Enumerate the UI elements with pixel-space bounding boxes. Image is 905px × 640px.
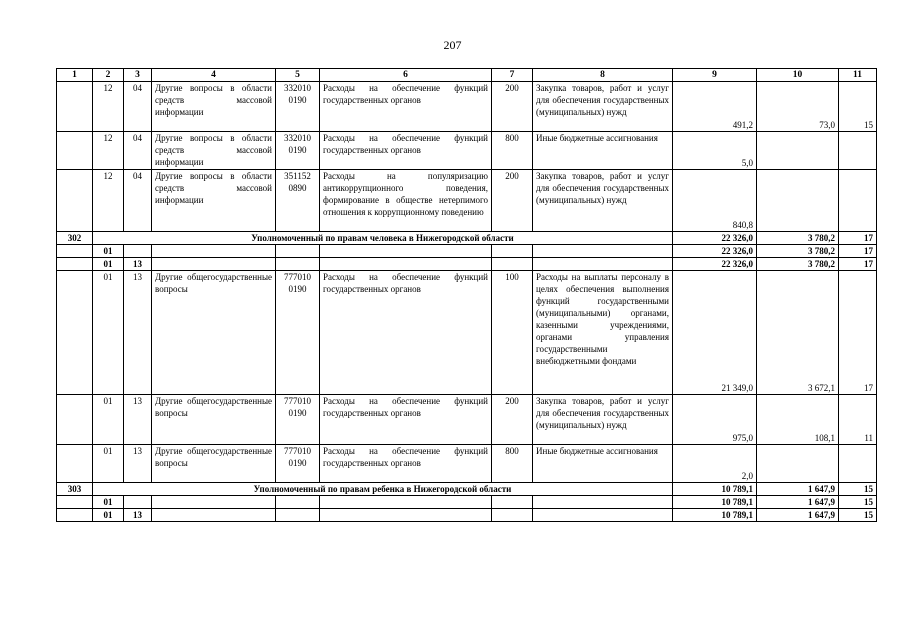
header-cell: 5 (276, 69, 320, 82)
section-cell: 01 (93, 258, 124, 271)
section-total-row (57, 245, 877, 258)
expense-type-code: 800 (492, 445, 533, 483)
subsection-name: Другие общегосударственные вопросы (152, 395, 276, 445)
expense-type-code: 200 (492, 82, 533, 132)
amount-plan: 2,0 (673, 445, 757, 483)
amount-plan: 10 789,1 (673, 509, 757, 522)
subsection-cell: 13 (124, 395, 152, 445)
amount-fact: 1 647,9 (757, 509, 839, 522)
subsection-name: Другие вопросы в области средств массовой информации (152, 82, 276, 132)
amount-plan: 10 789,1 (673, 483, 757, 496)
header-cell: 11 (839, 69, 877, 82)
amount-fact: 1 647,9 (757, 483, 839, 496)
expense-type-name: Закупка товаров, работ и услуг для обеспечения государственных (муниципальных) нужд (533, 170, 673, 232)
table-row (57, 132, 877, 170)
expense-type-name: Иные бюджетные ассигнования (533, 445, 673, 483)
section-cell: 01 (93, 395, 124, 445)
target-name: Расходы на обеспечение функций государственных органов (320, 445, 492, 483)
percent-cell: 17 (839, 245, 877, 258)
subsection-cell: 13 (124, 445, 152, 483)
header-cell: 10 (757, 69, 839, 82)
header-row (57, 69, 877, 82)
subsection-name: Другие вопросы в области средств массовой информации (152, 132, 276, 170)
percent-cell: 15 (839, 496, 877, 509)
amount-fact (757, 445, 839, 483)
percent-cell: 15 (839, 483, 877, 496)
table-row (57, 82, 877, 132)
table-row (57, 271, 877, 395)
subsection-cell: 04 (124, 170, 152, 232)
section-cell: 01 (93, 245, 124, 258)
expense-type-name: Закупка товаров, работ и услуг для обеспечения государственных (муниципальных) нужд (533, 395, 673, 445)
org-title: Уполномоченный по правам ребенка в Нижегородской области (93, 483, 673, 496)
subsection-cell: 13 (124, 509, 152, 522)
target-name: Расходы на обеспечение функций государственных органов (320, 132, 492, 170)
page-number: 207 (443, 38, 462, 52)
header-cell: 8 (533, 69, 673, 82)
org-code: 302 (57, 232, 93, 245)
percent-cell: 17 (839, 271, 877, 395)
amount-fact: 3 672,1 (757, 271, 839, 395)
header-cell: 2 (93, 69, 124, 82)
percent-cell: 15 (839, 82, 877, 132)
header-cell: 9 (673, 69, 757, 82)
amount-fact (757, 170, 839, 232)
org-code: 303 (57, 483, 93, 496)
amount-fact: 3 780,2 (757, 232, 839, 245)
subsection-cell: 04 (124, 132, 152, 170)
amount-fact (757, 132, 839, 170)
section-cell: 01 (93, 271, 124, 395)
amount-plan: 975,0 (673, 395, 757, 445)
subsection-name: Другие общегосударственные вопросы (152, 445, 276, 483)
target-code: 777010 0190 (276, 395, 320, 445)
expense-type-code: 200 (492, 170, 533, 232)
expense-type-name: Иные бюджетные ассигнования (533, 132, 673, 170)
amount-fact: 3 780,2 (757, 258, 839, 271)
expense-type-name: Закупка товаров, работ и услуг для обеспечения государственных (муниципальных) нужд (533, 82, 673, 132)
section-cell: 01 (93, 509, 124, 522)
amount-plan: 5,0 (673, 132, 757, 170)
header-cell: 1 (57, 69, 93, 82)
section-cell: 01 (93, 496, 124, 509)
subsection-cell: 04 (124, 82, 152, 132)
table-row (57, 170, 877, 232)
amount-plan: 22 326,0 (673, 232, 757, 245)
target-name: Расходы на популяризацию антикоррупционного поведения, формирование в обществе нетерпимого отношения к коррупционному поведению (320, 170, 492, 232)
header-cell: 4 (152, 69, 276, 82)
amount-fact: 108,1 (757, 395, 839, 445)
header-cell: 6 (320, 69, 492, 82)
subsection-total-row (57, 509, 877, 522)
amount-plan: 22 326,0 (673, 258, 757, 271)
amount-plan: 840,8 (673, 170, 757, 232)
section-total-row (57, 496, 877, 509)
table-row (57, 445, 877, 483)
organization-row (57, 483, 877, 496)
amount-plan: 22 326,0 (673, 245, 757, 258)
section-cell: 01 (93, 445, 124, 483)
target-code: 777010 0190 (276, 271, 320, 395)
table-row (57, 395, 877, 445)
subsection-name: Другие общегосударственные вопросы (152, 271, 276, 395)
percent-cell: 17 (839, 258, 877, 271)
header-cell: 7 (492, 69, 533, 82)
subsection-name: Другие вопросы в области средств массовой информации (152, 170, 276, 232)
amount-plan: 10 789,1 (673, 496, 757, 509)
amount-fact: 73,0 (757, 82, 839, 132)
target-name: Расходы на обеспечение функций государственных органов (320, 82, 492, 132)
org-title: Уполномоченный по правам человека в Нижегородской области (93, 232, 673, 245)
expense-type-code: 100 (492, 271, 533, 395)
percent-cell (839, 170, 877, 232)
percent-cell: 11 (839, 395, 877, 445)
percent-cell (839, 445, 877, 483)
percent-cell: 15 (839, 509, 877, 522)
amount-plan: 21 349,0 (673, 271, 757, 395)
amount-plan: 491,2 (673, 82, 757, 132)
section-cell: 12 (93, 132, 124, 170)
percent-cell: 17 (839, 232, 877, 245)
subsection-cell: 13 (124, 271, 152, 395)
subsection-cell: 13 (124, 258, 152, 271)
expense-type-code: 800 (492, 132, 533, 170)
header-cell: 3 (124, 69, 152, 82)
target-code: 777010 0190 (276, 445, 320, 483)
amount-fact: 1 647,9 (757, 496, 839, 509)
section-cell: 12 (93, 170, 124, 232)
target-code: 332010 0190 (276, 82, 320, 132)
section-cell: 12 (93, 82, 124, 132)
amount-fact: 3 780,2 (757, 245, 839, 258)
expense-type-code: 200 (492, 395, 533, 445)
subsection-total-row (57, 258, 877, 271)
target-name: Расходы на обеспечение функций государственных органов (320, 395, 492, 445)
target-code: 332010 0190 (276, 132, 320, 170)
expense-type-name: Расходы на выплаты персоналу в целях обеспечения выполнения функций государственными (муниципальными) органами, казенными учреждениями, органами управления государственными внебюджетными фондами (533, 271, 673, 395)
budget-table (56, 68, 877, 522)
target-code: 351152 0890 (276, 170, 320, 232)
percent-cell (839, 132, 877, 170)
target-name: Расходы на обеспечение функций государственных органов (320, 271, 492, 395)
organization-row (57, 232, 877, 245)
